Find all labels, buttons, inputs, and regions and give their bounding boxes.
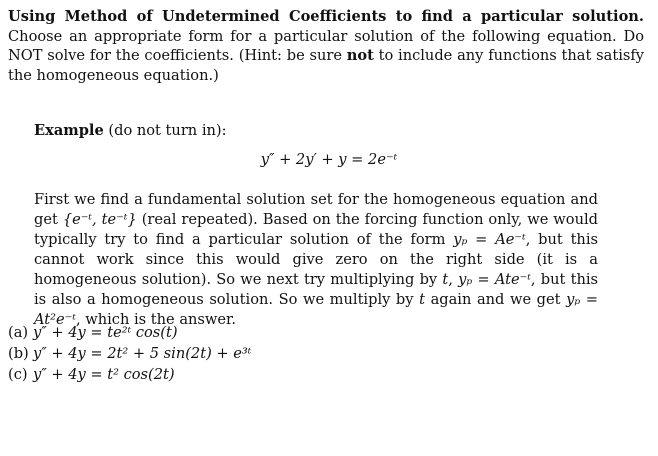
part-label: (a): [8, 324, 29, 341]
exercise-part: [8, 364, 408, 385]
exercise-part: [8, 322, 408, 343]
part-equation: y″ + 4y = 2t² + 5 sin(2t) + e³ᵗ: [33, 345, 252, 362]
emphasis-not: not: [346, 47, 374, 65]
part-label: (b): [8, 345, 29, 362]
example-explanation: First we find a fundamental solution set for the homogeneous equation and get {e⁻ᵗ, te⁻ᵗ} (real repeated). Based on the forcing function only, we would typically try to find a particular solution of the form yₚ = Ae⁻ᵗ, but this cannot work since this would give zero on the right side (it is a homogeneous solution). So we next try multiplying by t, yₚ = Ate⁻ᵗ, but this is also a homogeneous solution. So we multiply by t again and we get yₚ = At²e⁻ᵗ, which is the answer.: [34, 191, 599, 328]
example-equation: y″ + 2y′ + y = 2e⁻ᵗ: [260, 151, 398, 168]
fundamental-set: {e⁻ᵗ, te⁻ᵗ}: [62, 211, 137, 228]
trial-form-3: yₚ = At²e⁻ᵗ: [34, 291, 598, 328]
exercise-part: [8, 343, 408, 364]
part-equation: y″ + 4y = te²ᵗ cos(t): [33, 324, 178, 341]
part-equation: y″ + 4y = t² cos(2t): [33, 366, 175, 383]
instructions-text-b: to include any functions that satisfy the homogeneous equation.): [8, 47, 644, 84]
problem-instructions: [8, 7, 644, 85]
example-heading: [34, 121, 227, 141]
example-label: Example: [34, 122, 104, 139]
exercise-parts: [8, 322, 408, 385]
instructions-text-a: Choose an appropriate form for a particular solution of the following equation. Do NOT solve for the coefficients. (Hint: be sure: [8, 27, 644, 65]
problem-title: Using Method of Undetermined Coefficients to find a particular solution.: [8, 8, 644, 25]
trial-form-2: yₚ = Ate⁻ᵗ: [458, 271, 531, 288]
part-label: (c): [8, 366, 28, 383]
trial-form-1: yₚ = Ae⁻ᵗ: [453, 231, 526, 248]
example-note: (do not turn in):: [103, 122, 227, 139]
